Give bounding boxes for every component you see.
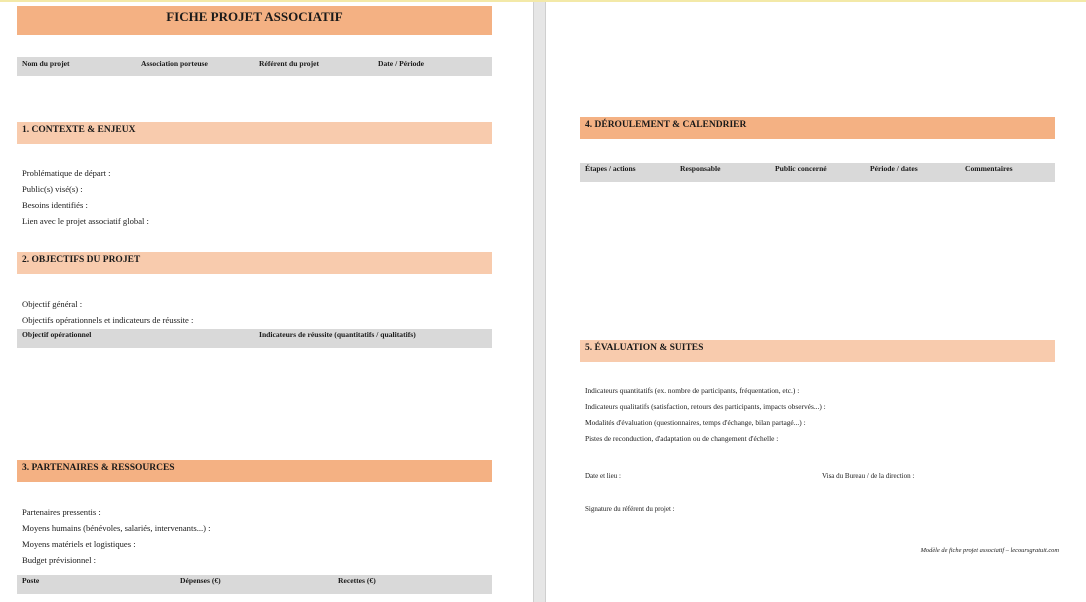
signature-label: Signature du référent du projet :	[585, 505, 675, 513]
section-contexte-title: 1. CONTEXTE & ENJEUX	[22, 125, 136, 135]
objectif-general: Objectif général :	[22, 299, 83, 309]
deroulement-col-responsable: Responsable	[680, 164, 721, 173]
eval-pistes: Pistes de reconduction, d'adaptation ou de changement d'échelle :	[585, 434, 779, 443]
info-table-header	[17, 57, 492, 76]
budget-table-header	[17, 575, 492, 594]
section-objectifs-title: 2. OBJECTIFS DU PROJET	[22, 255, 141, 265]
objectifs-operationnels: Objectifs opérationnels et indicateurs de réussite :	[22, 315, 194, 325]
section-deroulement-title: 4. DÉROULEMENT & CALENDRIER	[585, 120, 747, 130]
info-header-date: Date / Période	[378, 59, 424, 68]
footer-note: Modèle de fiche projet associatif – lecoursgratuit.com	[920, 547, 1059, 554]
budget-col-recettes: Recettes (€)	[338, 576, 376, 585]
eval-quantitatifs: Indicateurs quantitatifs (ex. nombre de participants, fréquentation, etc.) :	[585, 386, 800, 395]
page-gutter	[533, 2, 546, 602]
section-partenaires-heading	[17, 460, 492, 482]
eval-qualitatifs: Indicateurs qualitatifs (satisfaction, retours des participants, impacts observés...) :	[585, 402, 826, 411]
info-header-referent: Référent du projet	[259, 59, 320, 68]
document-title	[17, 6, 492, 35]
visa-label: Visa du Bureau / de la direction :	[822, 472, 915, 480]
section-evaluation-title: 5. ÉVALUATION & SUITES	[585, 343, 704, 353]
budget-previsionnel: Budget prévisionnel :	[22, 555, 96, 565]
section-evaluation-heading	[580, 340, 1055, 362]
objectifs-col-objectif: Objectif opérationnel	[22, 330, 92, 339]
objectifs-col-indicateurs: Indicateurs de réussite (quantitatifs / qualitatifs)	[259, 330, 416, 339]
deroulement-col-etapes: Étapes / actions	[585, 164, 636, 173]
deroulement-table-header	[580, 163, 1055, 182]
partenaires-pressentis: Partenaires pressentis :	[22, 507, 101, 517]
page-right	[546, 2, 1086, 602]
info-header-association: Association porteuse	[141, 59, 208, 68]
deroulement-col-public: Public concerné	[775, 164, 827, 173]
moyens-materiels: Moyens matériels et logistiques :	[22, 539, 136, 549]
eval-modalites: Modalités d'évaluation (questionnaires, temps d'échange, bilan partagé...) :	[585, 418, 806, 427]
contexte-public: Public(s) visé(s) :	[22, 184, 83, 194]
section-deroulement-heading	[580, 117, 1055, 139]
section-objectifs-heading	[17, 252, 492, 274]
contexte-lien: Lien avec le projet associatif global :	[22, 216, 149, 226]
section-contexte-heading	[17, 122, 492, 144]
deroulement-col-commentaires: Commentaires	[965, 164, 1013, 173]
section-partenaires-title: 3. PARTENAIRES & RESSOURCES	[22, 463, 175, 473]
contexte-problematique: Problématique de départ :	[22, 168, 111, 178]
deroulement-col-periode: Période / dates	[870, 164, 918, 173]
budget-col-poste: Poste	[22, 576, 40, 585]
moyens-humains: Moyens humains (bénévoles, salariés, intervenants...) :	[22, 523, 211, 533]
objectifs-table-header	[17, 329, 492, 348]
contexte-besoins: Besoins identifiés :	[22, 200, 88, 210]
date-lieu-label: Date et lieu :	[585, 472, 621, 480]
budget-col-depenses: Dépenses (€)	[180, 576, 221, 585]
info-header-nom: Nom du projet	[22, 59, 70, 68]
document-title-text: FICHE PROJET ASSOCIATIF	[166, 9, 343, 24]
page-left	[0, 2, 533, 602]
